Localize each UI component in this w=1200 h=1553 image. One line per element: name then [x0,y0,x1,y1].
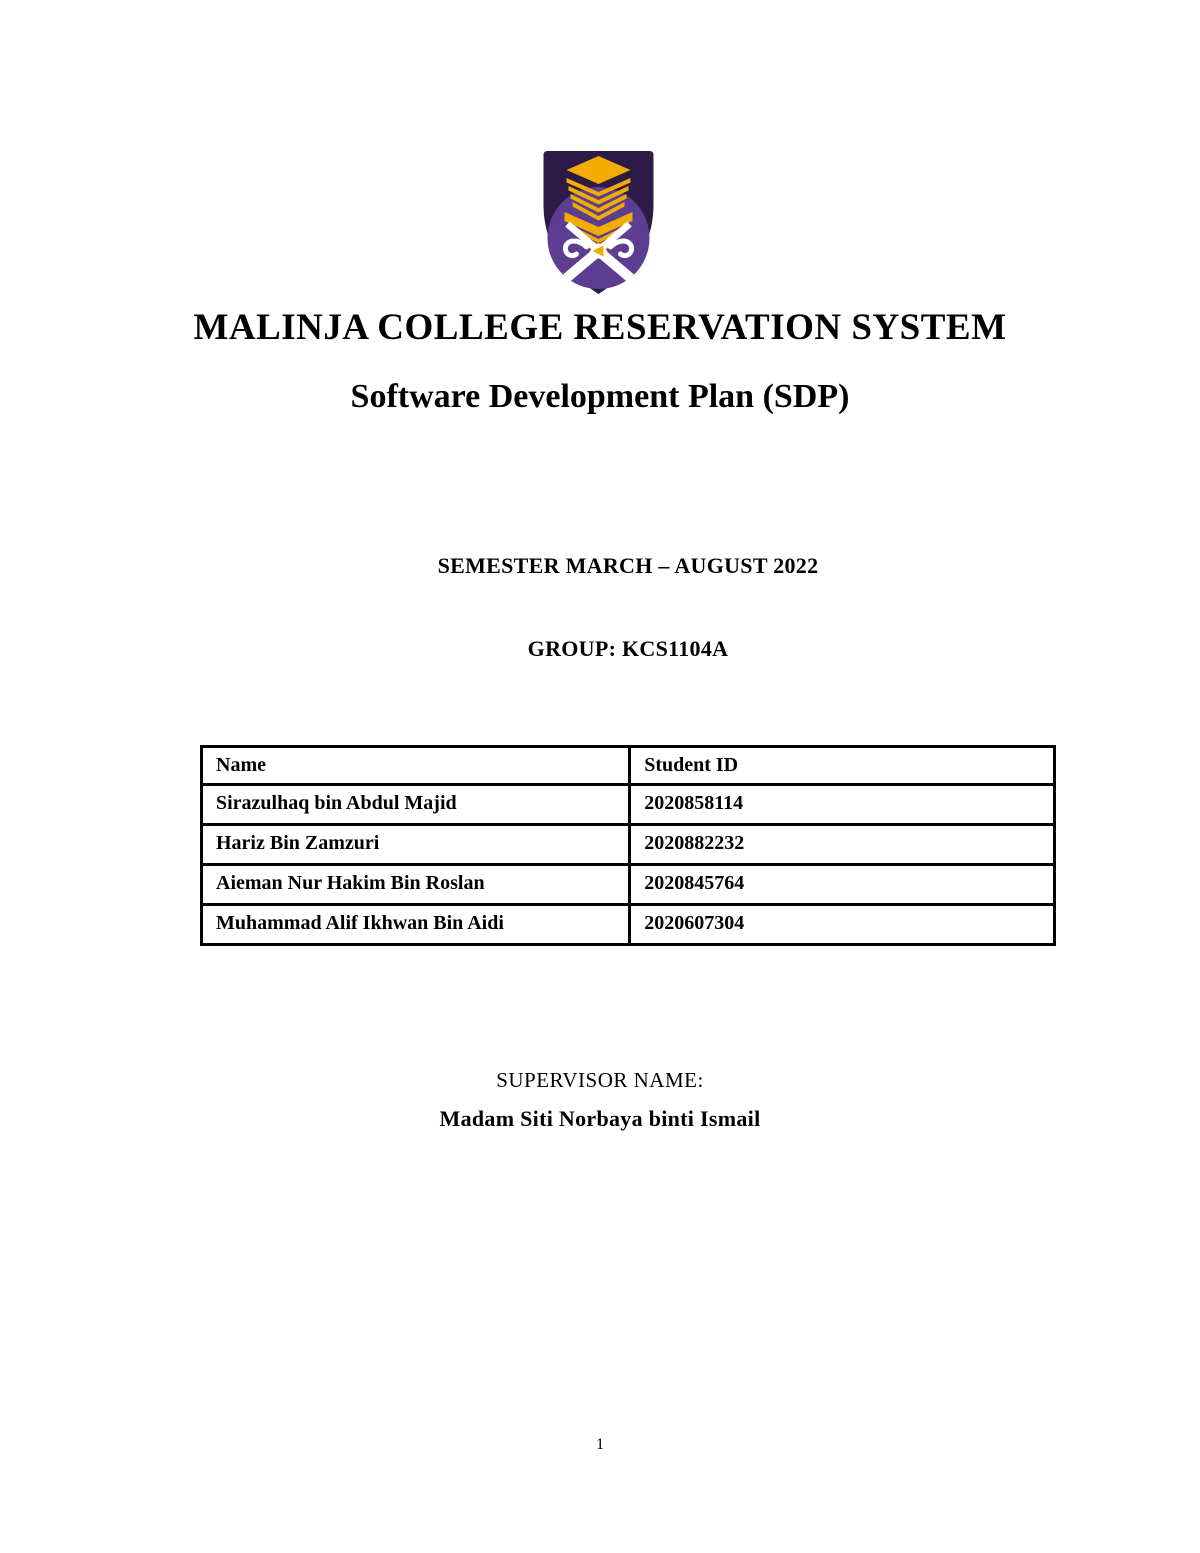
supervisor-name: Madam Siti Norbaya binti Ismail [439,1106,761,1131]
members-table [200,745,1056,946]
supervisor-label: SUPERVISOR NAME: [496,1068,704,1092]
member-name: Sirazulhaq bin Abdul Majid [202,785,630,825]
table-row [202,865,1055,905]
group-line: GROUP: KCS1104A [527,636,729,661]
member-student-id: 2020845764 [630,865,1055,905]
member-name: Hariz Bin Zamzuri [202,825,630,865]
content-column [200,0,1056,1553]
table-row [202,785,1055,825]
table-row [202,825,1055,865]
member-student-id: 2020882232 [630,825,1055,865]
semester-line: SEMESTER MARCH – AUGUST 2022 [437,553,819,578]
member-name: Muhammad Alif Ikhwan Bin Aidi [202,905,630,945]
document-title: MALINJA COLLEGE RESERVATION SYSTEM [193,307,1007,348]
page-number: 1 [596,1436,604,1453]
header-name: Name [202,747,630,785]
member-student-id: 2020607304 [630,905,1055,945]
table-row [202,905,1055,945]
member-name: Aieman Nur Hakim Bin Roslan [202,865,630,905]
table-header-row [202,747,1055,785]
header-student-id: Student ID [630,747,1055,785]
member-student-id: 2020858114 [630,785,1055,825]
document-subtitle: Software Development Plan (SDP) [350,378,850,415]
